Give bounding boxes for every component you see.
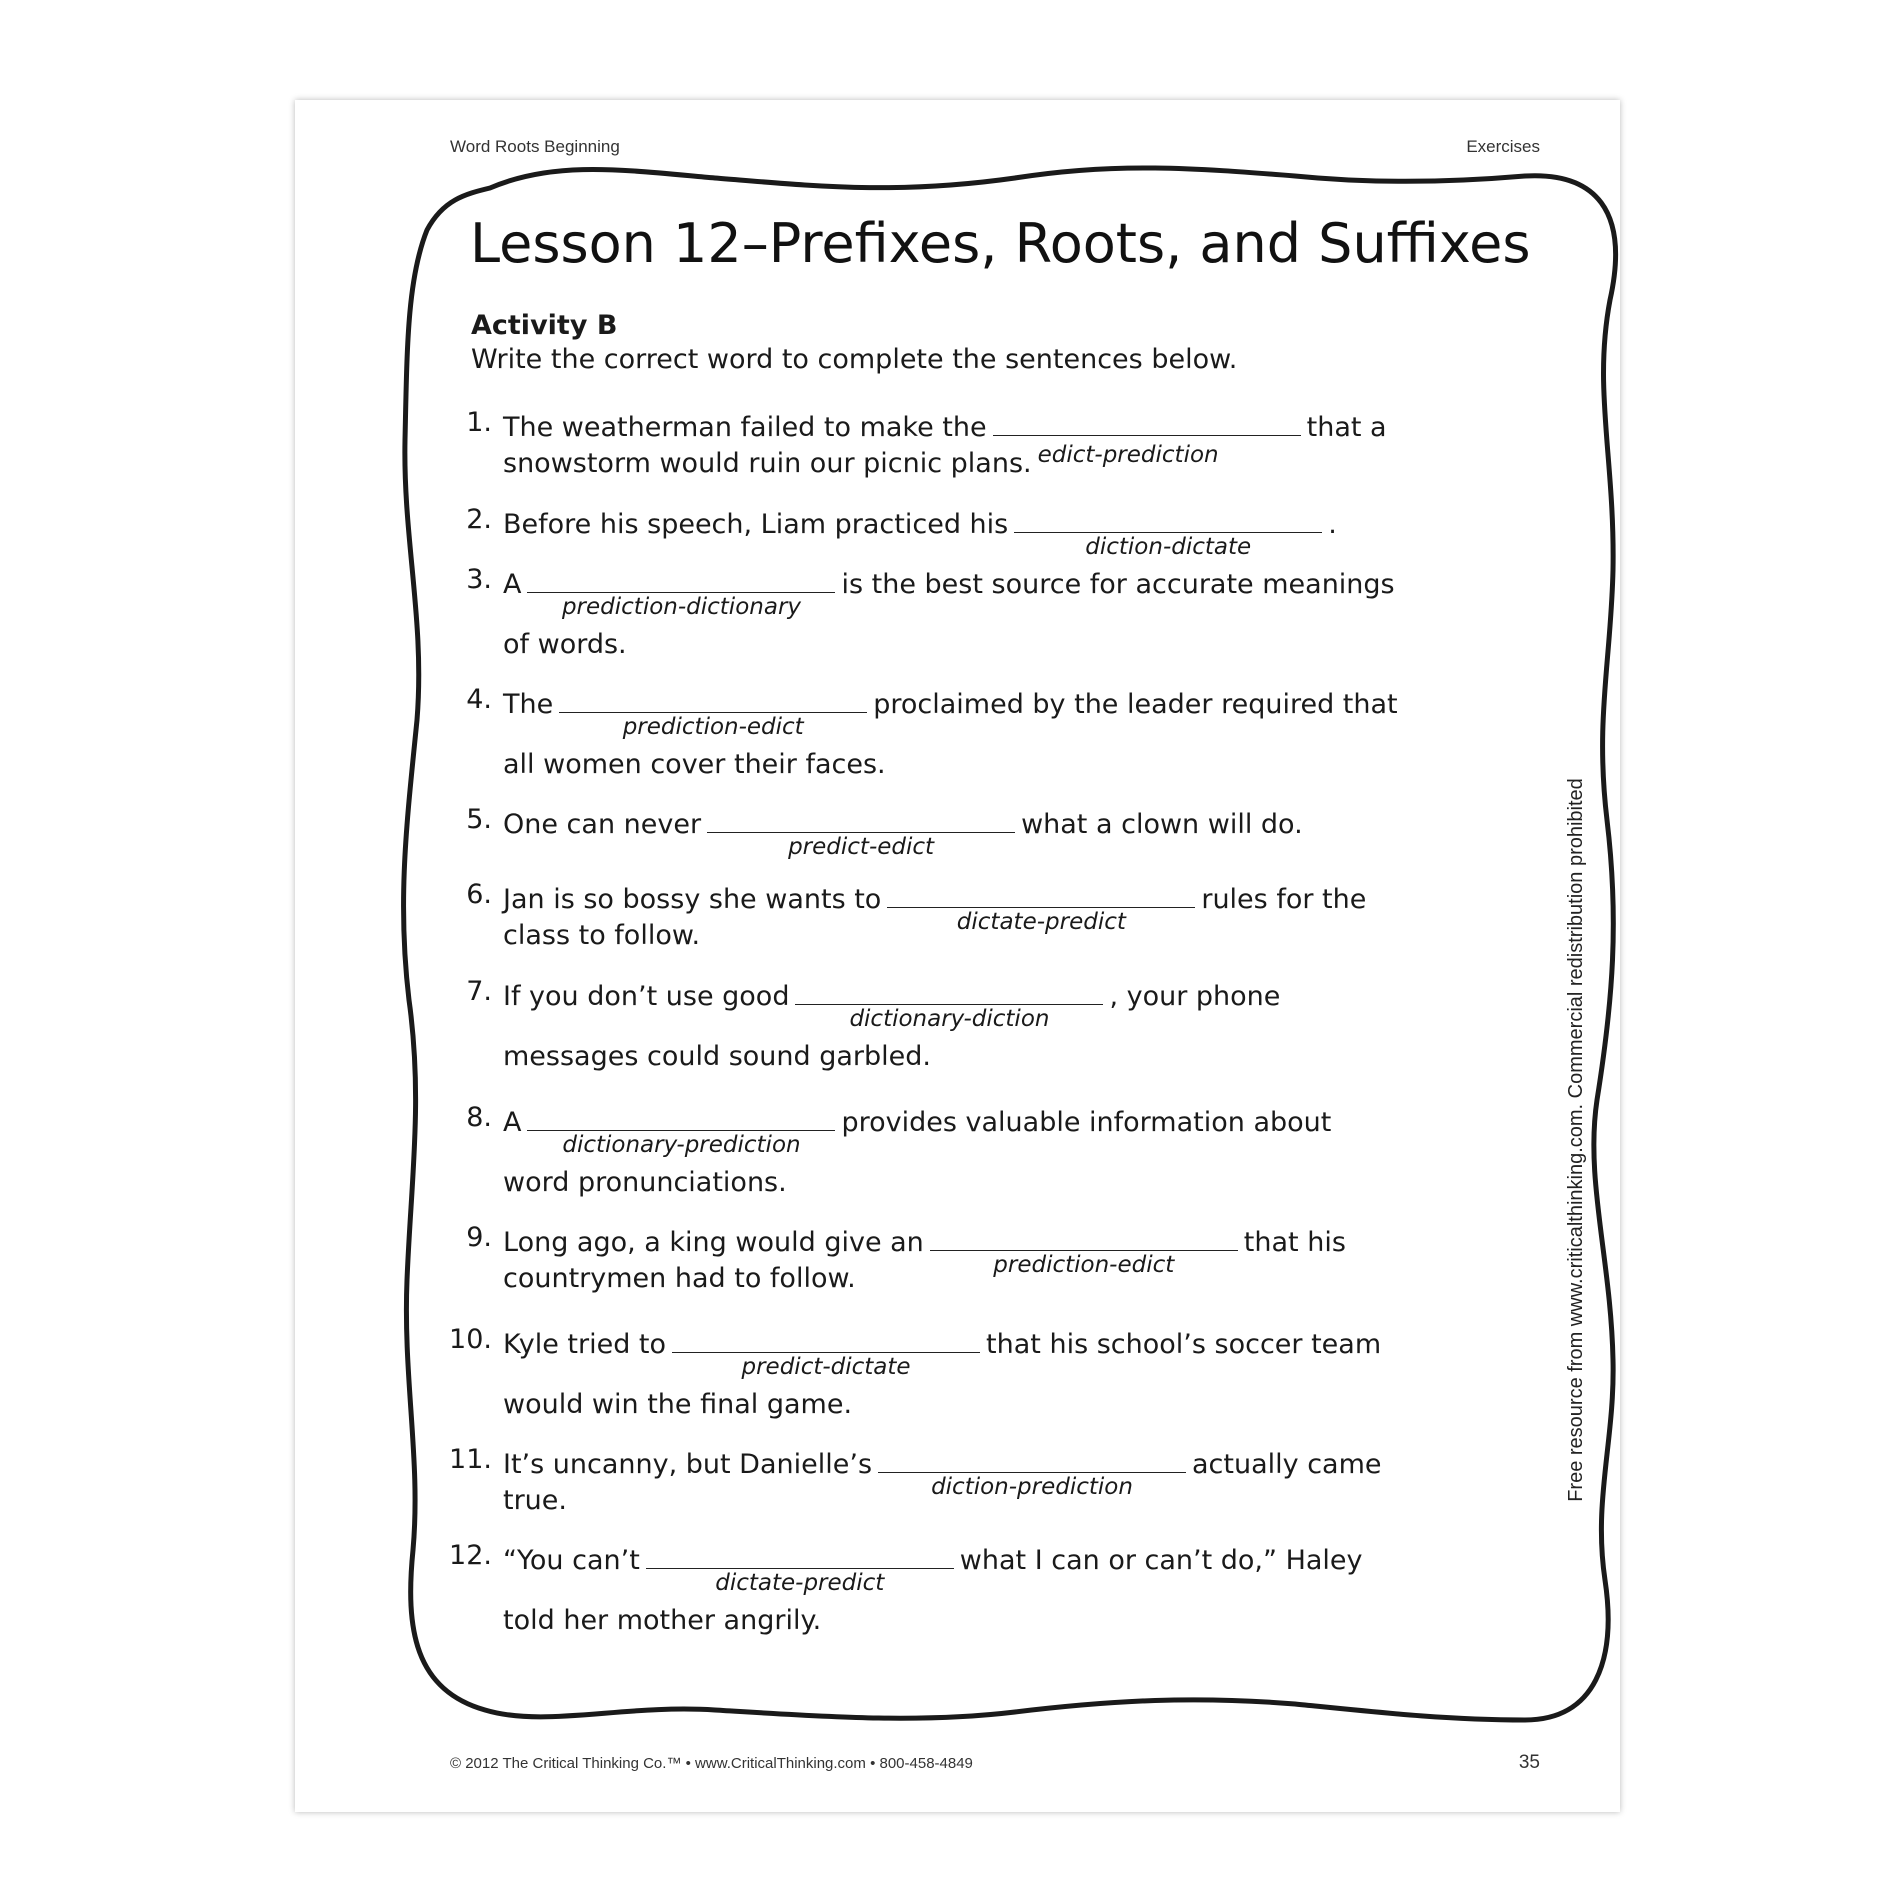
answer-blank[interactable]: [795, 974, 1103, 1032]
word-choices: edict-prediction: [1037, 442, 1219, 468]
question-text: is the best source for accurate meanings: [841, 569, 1395, 600]
answer-blank[interactable]: [527, 1100, 835, 1158]
question-text: class to follow.: [503, 920, 701, 951]
question-text: what I can or can’t do,” Haley: [959, 1545, 1363, 1576]
page-number: 35: [1518, 1752, 1540, 1773]
question-text: If you don’t use good: [503, 981, 790, 1012]
running-head-left: Word Roots Beginning: [450, 137, 620, 156]
question-text: A: [503, 1107, 522, 1138]
question-text: actually came: [1192, 1449, 1382, 1480]
question-text: Kyle tried to: [503, 1329, 667, 1360]
instructions: Write the correct word to complete the sentences below.: [471, 344, 1238, 375]
word-choices: prediction-dictionary: [561, 594, 802, 620]
word-choices: prediction-edict: [993, 1252, 1175, 1278]
lesson-title: Lesson 12–Prefixes, Roots, and Suffixes: [470, 212, 1531, 275]
word-choices: predict-dictate: [741, 1354, 911, 1380]
question-number: 12.: [449, 1540, 492, 1571]
question-text: word pronunciations.: [503, 1167, 787, 1198]
answer-blank[interactable]: [646, 1538, 954, 1596]
question-text: provides valuable information about: [841, 1107, 1332, 1138]
word-choices: dictionary-prediction: [562, 1132, 801, 1158]
answer-blank[interactable]: [672, 1322, 980, 1380]
question-text: rules for the: [1201, 884, 1367, 915]
question-text: true.: [503, 1485, 567, 1516]
answer-blank[interactable]: [930, 1220, 1238, 1278]
question-text: all women cover their faces.: [503, 749, 886, 780]
word-choices: diction-dictate: [1085, 534, 1252, 560]
question-text: countrymen had to follow.: [503, 1263, 856, 1294]
question-number: 3.: [466, 564, 492, 595]
word-choices: predict-edict: [788, 834, 935, 860]
answer-blank[interactable]: [878, 1442, 1186, 1500]
question-text: would win the final game.: [503, 1389, 853, 1420]
running-head-right: Exercises: [1466, 137, 1540, 156]
question-number: 7.: [466, 976, 492, 1007]
question-number: 10.: [449, 1324, 492, 1355]
footer-copyright: © 2012 The Critical Thinking Co.™ • www.CriticalThinking.com • 800-458-4849: [450, 1755, 973, 1772]
question-text: messages could sound garbled.: [503, 1041, 931, 1072]
answer-blank[interactable]: [887, 877, 1195, 935]
activity-label: Activity B: [471, 310, 618, 341]
answer-blank[interactable]: [559, 682, 867, 740]
question-text: “You can’t: [503, 1545, 640, 1576]
question-text: what a clown will do.: [1021, 809, 1303, 840]
answer-blank[interactable]: [527, 562, 835, 620]
question-text: that his school’s soccer team: [986, 1329, 1382, 1360]
word-choices: diction-prediction: [931, 1474, 1133, 1500]
question-text: A: [503, 569, 522, 600]
word-choices: dictionary-diction: [849, 1006, 1050, 1032]
question-text: Jan is so bossy she wants to: [503, 884, 882, 915]
question-text: It’s uncanny, but Danielle’s: [503, 1449, 873, 1480]
question-text: proclaimed by the leader required that: [873, 689, 1398, 720]
worksheet-page: [295, 100, 1620, 1812]
question-text: Long ago, a king would give an: [503, 1227, 924, 1258]
word-choices: prediction-edict: [622, 714, 804, 740]
question-number: 5.: [466, 804, 492, 835]
word-choices: dictate-predict: [715, 1570, 885, 1596]
question-number: 9.: [466, 1222, 492, 1253]
question-text: The weatherman failed to make the: [503, 412, 987, 443]
question-text: that his: [1243, 1227, 1346, 1258]
answer-blank[interactable]: [1014, 502, 1322, 560]
question-number: 8.: [466, 1102, 492, 1133]
question-text: snowstorm would ruin our picnic plans.: [503, 448, 1032, 479]
answer-blank[interactable]: [707, 802, 1015, 860]
question-number: 2.: [466, 504, 492, 535]
question-text: , your phone: [1109, 981, 1281, 1012]
question-text: The: [503, 689, 554, 720]
question-text: Before his speech, Liam practiced his: [503, 509, 1009, 540]
question-text: of words.: [503, 629, 627, 660]
question-number: 1.: [466, 407, 492, 438]
question-text: .: [1328, 509, 1337, 540]
side-note: Free resource from www.criticalthinking.com. Commercial redistribution prohibited: [1565, 778, 1587, 1502]
answer-blank[interactable]: [993, 405, 1301, 436]
question-number: 11.: [449, 1444, 492, 1475]
word-choices: dictate-predict: [956, 909, 1126, 935]
question-text: that a: [1306, 412, 1387, 443]
question-text: One can never: [503, 809, 702, 840]
question-text: told her mother angrily.: [503, 1605, 822, 1636]
question-number: 4.: [466, 684, 492, 715]
question-number: 6.: [466, 879, 492, 910]
